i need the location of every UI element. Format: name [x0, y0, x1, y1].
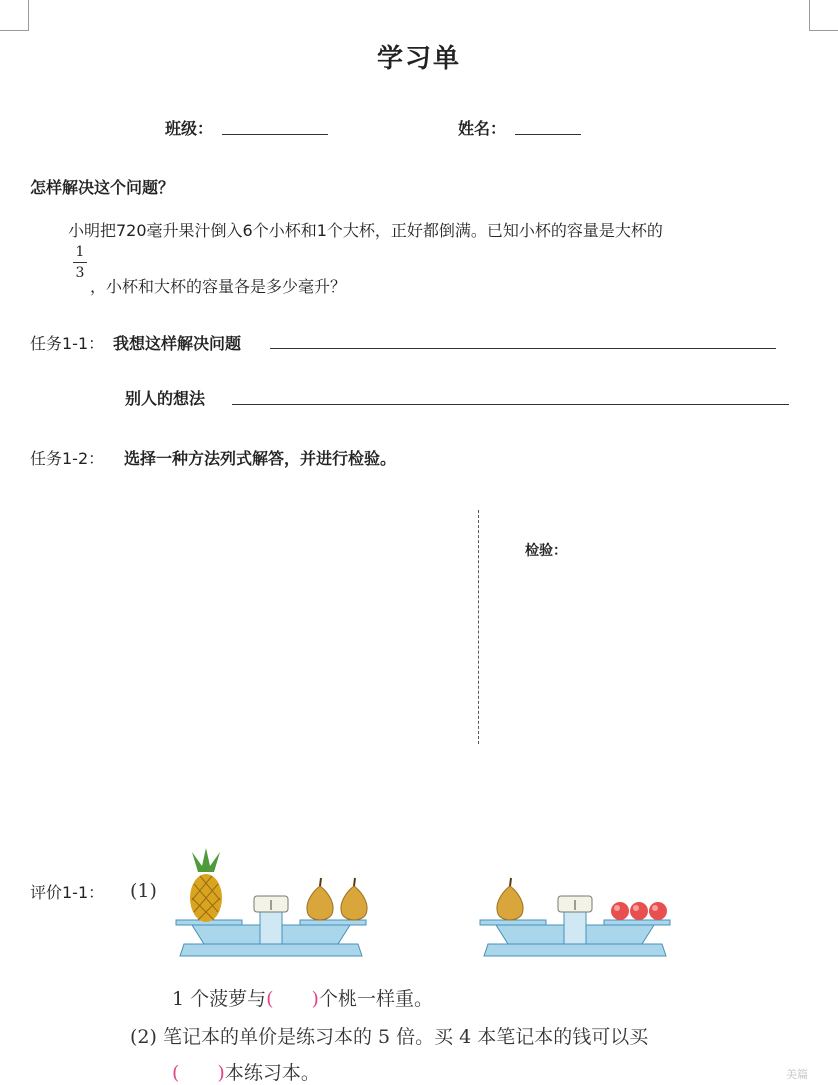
item-1-text-before: 1 个菠萝与 [172, 988, 267, 1010]
pineapple [190, 848, 222, 922]
others-idea-prompt: 别人的想法 [125, 389, 206, 408]
task-1-2-prompt: 选择一种方法列式解答，并进行检验。 [124, 449, 397, 468]
problem-line-1: 小明把720毫升果汁倒入6个小杯和1个大杯，正好都倒满。已知小杯的容量是大杯的 [68, 221, 663, 240]
task-1-1-answer-line[interactable] [270, 348, 776, 349]
name-label: 姓名： [458, 119, 507, 138]
task-1-1-prompt: 我想这样解决问题 [113, 334, 242, 353]
item-2-answer-blank[interactable]: ( ) [172, 1062, 225, 1084]
peaches [611, 902, 667, 920]
corner-mark-top-left-v [28, 0, 29, 30]
page-title: 学习单 [376, 44, 461, 74]
fraction-bar [73, 262, 87, 263]
item-2-number: (2) [130, 1026, 157, 1048]
fraction-one-third [73, 244, 87, 281]
item-2-text: 笔记本的单价是练习本的 5 倍。买 4 本笔记本的钱可以买 [162, 1026, 649, 1048]
corner-mark-top-left-h [0, 30, 29, 31]
check-label: 检验： [525, 543, 567, 559]
item-2-line-2 [172, 1058, 320, 1085]
task-1-2-label: 任务1-2： [30, 449, 105, 468]
item-1-text-after: 个桃一样重。 [318, 988, 433, 1010]
class-input-line[interactable] [222, 134, 328, 135]
question-heading: 怎样解决这个问题？ [30, 178, 175, 197]
pear-left-1 [307, 878, 333, 920]
fraction-denominator: 3 [75, 265, 85, 281]
item-2-text-after: 本练习本。 [224, 1062, 320, 1084]
item-1-sentence [172, 984, 433, 1011]
item-1-answer-blank[interactable]: ( ) [266, 988, 319, 1010]
corner-mark-top-right-v [809, 0, 810, 30]
name-input-line[interactable] [515, 134, 581, 135]
fraction-numerator: 1 [75, 244, 85, 260]
evaluation-label: 评价1-1： [30, 883, 105, 902]
corner-mark-top-right-h [809, 30, 838, 31]
pear-left-2 [341, 878, 367, 920]
others-idea-answer-line[interactable] [232, 404, 789, 405]
balance-scales-illustration [170, 848, 690, 966]
pear-right [497, 878, 523, 920]
item-1-number: (1) [130, 880, 157, 902]
watermark: 美篇 [786, 1068, 808, 1081]
class-label: 班级： [165, 119, 214, 138]
item-2-line-1 [130, 1022, 648, 1049]
solution-divider [478, 510, 479, 744]
task-1-1-label: 任务1-1： [30, 334, 105, 353]
problem-line-2: ，小杯和大杯的容量各是多少毫升？ [90, 277, 347, 296]
